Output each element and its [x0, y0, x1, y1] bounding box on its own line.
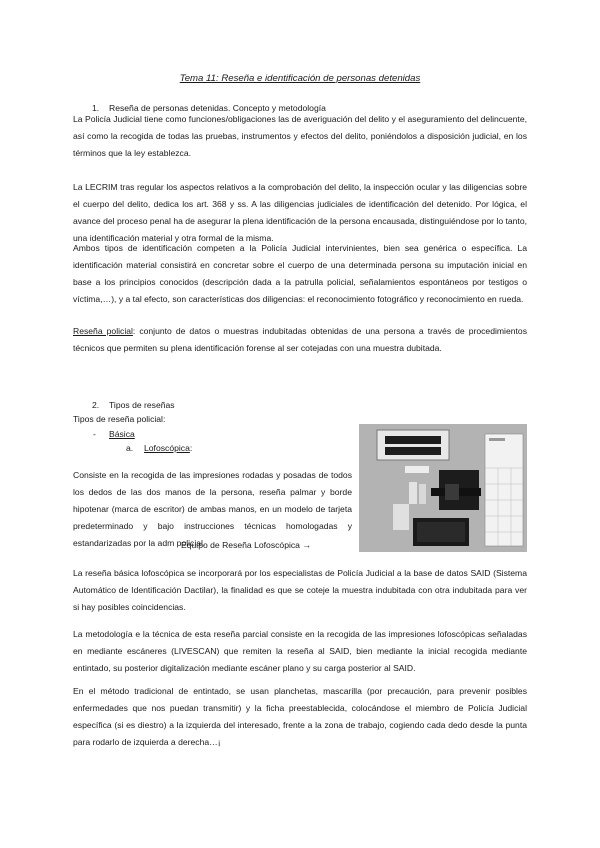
paragraph-4 — [73, 323, 527, 357]
paragraph-8: En el método tradicional de entintado, se usan planchetas, mascarilla (por precaución, para prevenir posibles enfermedades que nos puedan transmitir) y la ficha preestablecida, colocándose el miembro de Policía Judicial específica (si es diestro) a la izquierda del interesado, frente a la zona de trabajo, cogiendo cada dedo desde la punta para rodarlo de izquierda a derecha…¡ — [73, 686, 527, 747]
section-1-number: 1. — [92, 103, 100, 113]
sub-item-letter: a. — [126, 443, 134, 453]
paragraph-5: Consiste en la recogida de las impresiones rodadas y posadas de todos los dedos de las dos manos de la persona, reseña palmar y borde hipotenar (marca de escritor) de ambas manos, en un modelo de tarjeta predeterminado y bajo instrucciones técnicas homologadas y estandarizadas por la adm policial. — [73, 470, 352, 548]
paragraph-7: La metodología e la técnica de esta reseña parcial consiste en la recogida de las impresiones lofoscópicas señaladas en mediante escáneres (LIVESCAN) que remiten la reseña al SAID, bien mediante la inicial recogida mediante entintado, su posterior digitalización mediante escáner plano y su carga posterior al SAID. — [73, 629, 527, 673]
term-resena-policial: Reseña policial — [73, 326, 133, 336]
figure-caption: Equipo de Reseña Lofoscópica → — [181, 540, 311, 550]
section-2-number: 2. — [92, 400, 100, 410]
types-intro: Tipos de reseña policial: — [73, 414, 166, 424]
section-1-heading: Reseña de personas detenidas. Concepto y metodología — [109, 103, 326, 113]
document-title: Tema 11: Reseña e identificación de personas detenidas — [179, 73, 421, 84]
fingerprint-kit-illustration — [359, 424, 527, 552]
sub-item-label: Lofoscópica — [144, 443, 190, 453]
fingerprint-kit-photo — [359, 424, 527, 552]
sub-item-colon: : — [189, 443, 193, 453]
sub-item-lofoscopica — [144, 441, 192, 455]
list-bullet: - — [93, 429, 96, 439]
paragraph-6: La reseña básica lofoscópica se incorporará por los especialistas de Policía Judicial a la base de datos SAID (Sistema Automático de Identificación Dactilar), la finalidad es que se coteje la muestra indubitada con otra indubitada para ver si hay posibles coincidencias. — [73, 568, 527, 612]
definition-text: : conjunto de datos o muestras indubitadas obtenidas de una persona a través de procedimientos técnicos que permiten su plena identificación forense al ser cotejadas con una muestra dubitada. — [73, 326, 527, 353]
paragraph-1: La Policía Judicial tiene como funciones/obligaciones las de averiguación del delito y el aseguramiento del delincuente, así como la recogida de todas las pruebas, instrumentos y efectos del delito, poniéndolos a disposición judicial, en los términos que la ley establezca. — [73, 114, 527, 158]
paragraph-3: Ambos tipos de identificación competen a la Policía Judicial intervinientes, bien sea genérica o específica. La identificación material consistirá en concretar sobre el cuerpo de una determinada persona su imputación inicial en base a los principios conocidos (descripción dada a la patrulla policial, señalamientos espontáneos por testigos o víctima,…), y a tal efecto, son características dos diligencias: el reconocimiento fotográfico y reconocimiento en rueda. — [73, 243, 527, 304]
section-2-heading: Tipos de reseñas — [109, 400, 175, 410]
paragraph-2: La LECRIM tras regular los aspectos relativos a la comprobación del delito, la inspección ocular y las diligencias sobre el cuerpo del delito, dedica los art. 368 y ss. A las diligencias judiciales de identificación del detenido. Por lógica, el avance del proceso penal ha de asegurar la plena identificación de la persona encausada, distinguiéndose por lo tanto, una identificación material y otra formal de la misma. — [73, 182, 527, 243]
list-item-basica: Básica — [109, 429, 135, 439]
